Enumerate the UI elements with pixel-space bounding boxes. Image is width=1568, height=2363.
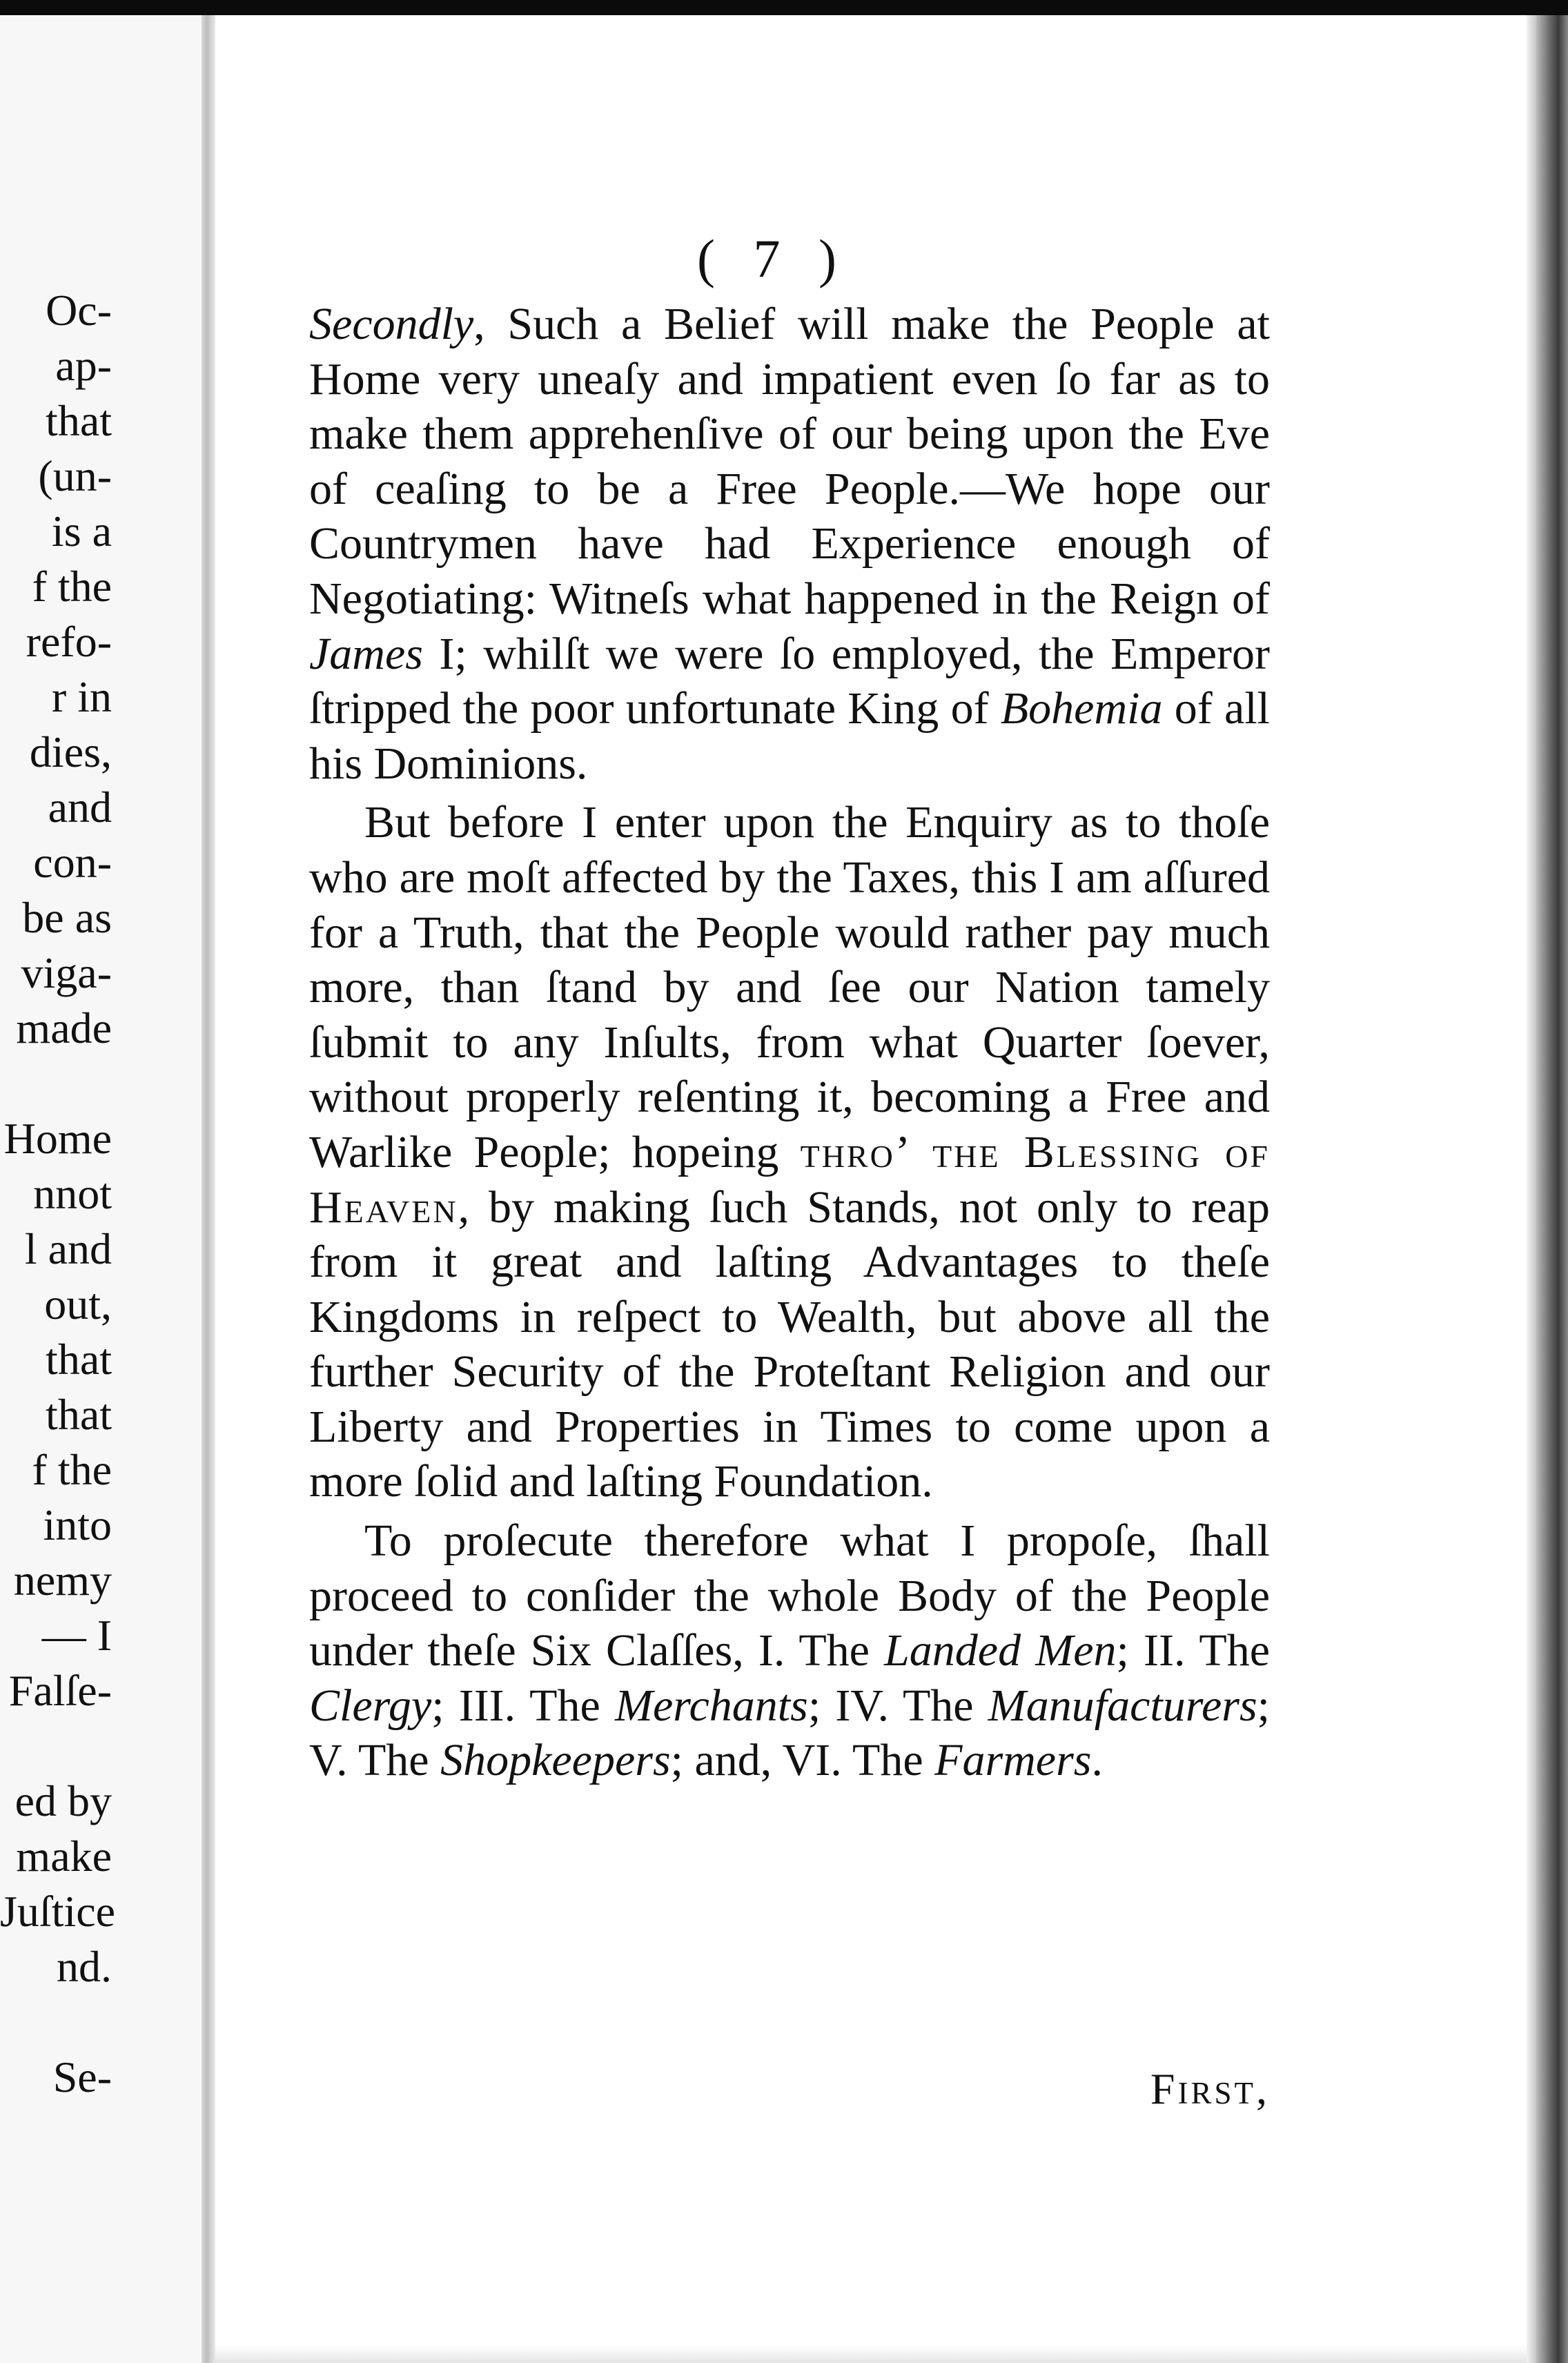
- facing-page-line: (un-: [38, 451, 112, 500]
- facing-page-line: nnot: [33, 1169, 112, 1218]
- facing-page-line: dies,: [29, 727, 112, 776]
- italic-text: Shopkeepers: [440, 1735, 671, 1786]
- facing-page-line: that: [46, 396, 112, 445]
- facing-page-line: f the: [32, 1445, 112, 1494]
- facing-page-line: r in: [51, 672, 112, 721]
- facing-page-line: Falſe-: [8, 1666, 112, 1715]
- italic-text: Farmers: [934, 1735, 1092, 1786]
- facing-page-line: and: [48, 783, 112, 832]
- small-caps-text: thro’ the Blessing of Heaven: [309, 1126, 1270, 1233]
- facing-page-line: nd.: [57, 1942, 112, 1991]
- text-run: .: [1091, 1735, 1103, 1786]
- facing-page-line: that: [46, 1390, 112, 1439]
- text-run: To proſecute therefore what I propoſe, ſhall proceed to conſider the whole Body of the People under theſe Six Claſſes, I. The: [309, 1516, 1270, 1676]
- text-run: ; II. The: [1116, 1625, 1270, 1676]
- italic-text: Manufacturers: [988, 1680, 1257, 1731]
- text-run: ; III. The: [431, 1680, 615, 1731]
- italic-text: Merchants: [614, 1680, 808, 1731]
- facing-page-line: into: [43, 1500, 112, 1549]
- paragraph: [309, 297, 1270, 791]
- italic-text: Clergy: [309, 1680, 432, 1731]
- text-run: , Such a Belief will make the People at Home very uneaſy and impatient even ſo far as to make them apprehenſive of our being upon the Eve of ceaſing to be a Free People.—We hope our Countrymen have had Experience enough of Negotiating: Witneſs what happened in the Reign of: [309, 299, 1270, 624]
- facing-page-line: Oc-: [46, 286, 112, 335]
- paragraph: [309, 1513, 1270, 1788]
- facing-page-line: ap-: [55, 341, 112, 390]
- text-run: of all his Dominions.: [309, 683, 1271, 789]
- facing-page-line: viga-: [21, 948, 112, 997]
- facing-page-line: is a: [51, 507, 112, 556]
- facing-page-line: out,: [44, 1279, 112, 1328]
- facing-page-line: Juſtice: [0, 1887, 116, 1936]
- facing-page-text: [0, 283, 202, 2105]
- text-run: I; whilſt we were ſo employed, the Emperor ſtripped the poor unfortunate King of: [309, 628, 1270, 734]
- text-run: , by making ſuch Stands, not only to reap from it great and laſting Advantages to theſe Kingdoms in reſpect to Wealth, but above all the further Security of the Proteſtant Religion and our Liberty and Properties in Times to come upon a more ſolid and laſting Foundation.: [309, 1182, 1270, 1507]
- facing-page-line: [0, 1718, 202, 1774]
- facing-page-line: con-: [33, 838, 112, 887]
- page-edge: [1527, 15, 1536, 2363]
- facing-page-line: that: [46, 1335, 112, 1384]
- facing-page-line: be as: [22, 893, 112, 942]
- book-gutter: [202, 15, 215, 2363]
- facing-page-line: Se-: [52, 2052, 112, 2101]
- facing-page-line: f the: [32, 562, 112, 611]
- italic-text: James: [309, 628, 423, 679]
- text-run: But before I enter upon the Enquiry as to thoſe who are moſt affected by the Taxes, this I am aſſured for a Truth, that the People would rather pay much more, than ſtand by and ſee our Nation tamely ſubmit to any Inſults, from what Quarter ſoever, without properly reſenting it, becoming a Free and Warlike People; hopeing: [309, 797, 1270, 1177]
- text-run: ; V. The: [309, 1680, 1270, 1786]
- facing-page-line: refo-: [26, 617, 112, 666]
- facing-page-line: Home: [3, 1114, 112, 1163]
- top-border: [0, 0, 1568, 15]
- facing-page-line: make: [16, 1832, 112, 1881]
- italic-text: Secondly: [309, 299, 474, 349]
- paragraph: [309, 795, 1270, 1509]
- page-number: ( 7 ): [697, 228, 849, 288]
- book-edge-shadow: [1536, 15, 1568, 2363]
- page-bottom-shadow: [215, 2345, 1527, 2363]
- facing-page-line: [0, 1994, 202, 2050]
- italic-text: Bohemia: [1000, 683, 1163, 734]
- italic-text: Landed Men: [884, 1625, 1117, 1676]
- facing-page-fragment: [0, 15, 202, 2363]
- catchword: First,: [1150, 2064, 1270, 2113]
- facing-page-line: l and: [24, 1224, 112, 1273]
- facing-page-line: nemy: [13, 1556, 112, 1605]
- text-run: ; and, VI. The: [670, 1735, 935, 1786]
- main-text: [309, 297, 1270, 1788]
- facing-page-line: made: [16, 1003, 112, 1052]
- text-run: ; IV. The: [807, 1680, 988, 1731]
- facing-page-line: — I: [41, 1611, 112, 1660]
- facing-page-line: [0, 1056, 202, 1111]
- facing-page-line: ed by: [14, 1776, 112, 1825]
